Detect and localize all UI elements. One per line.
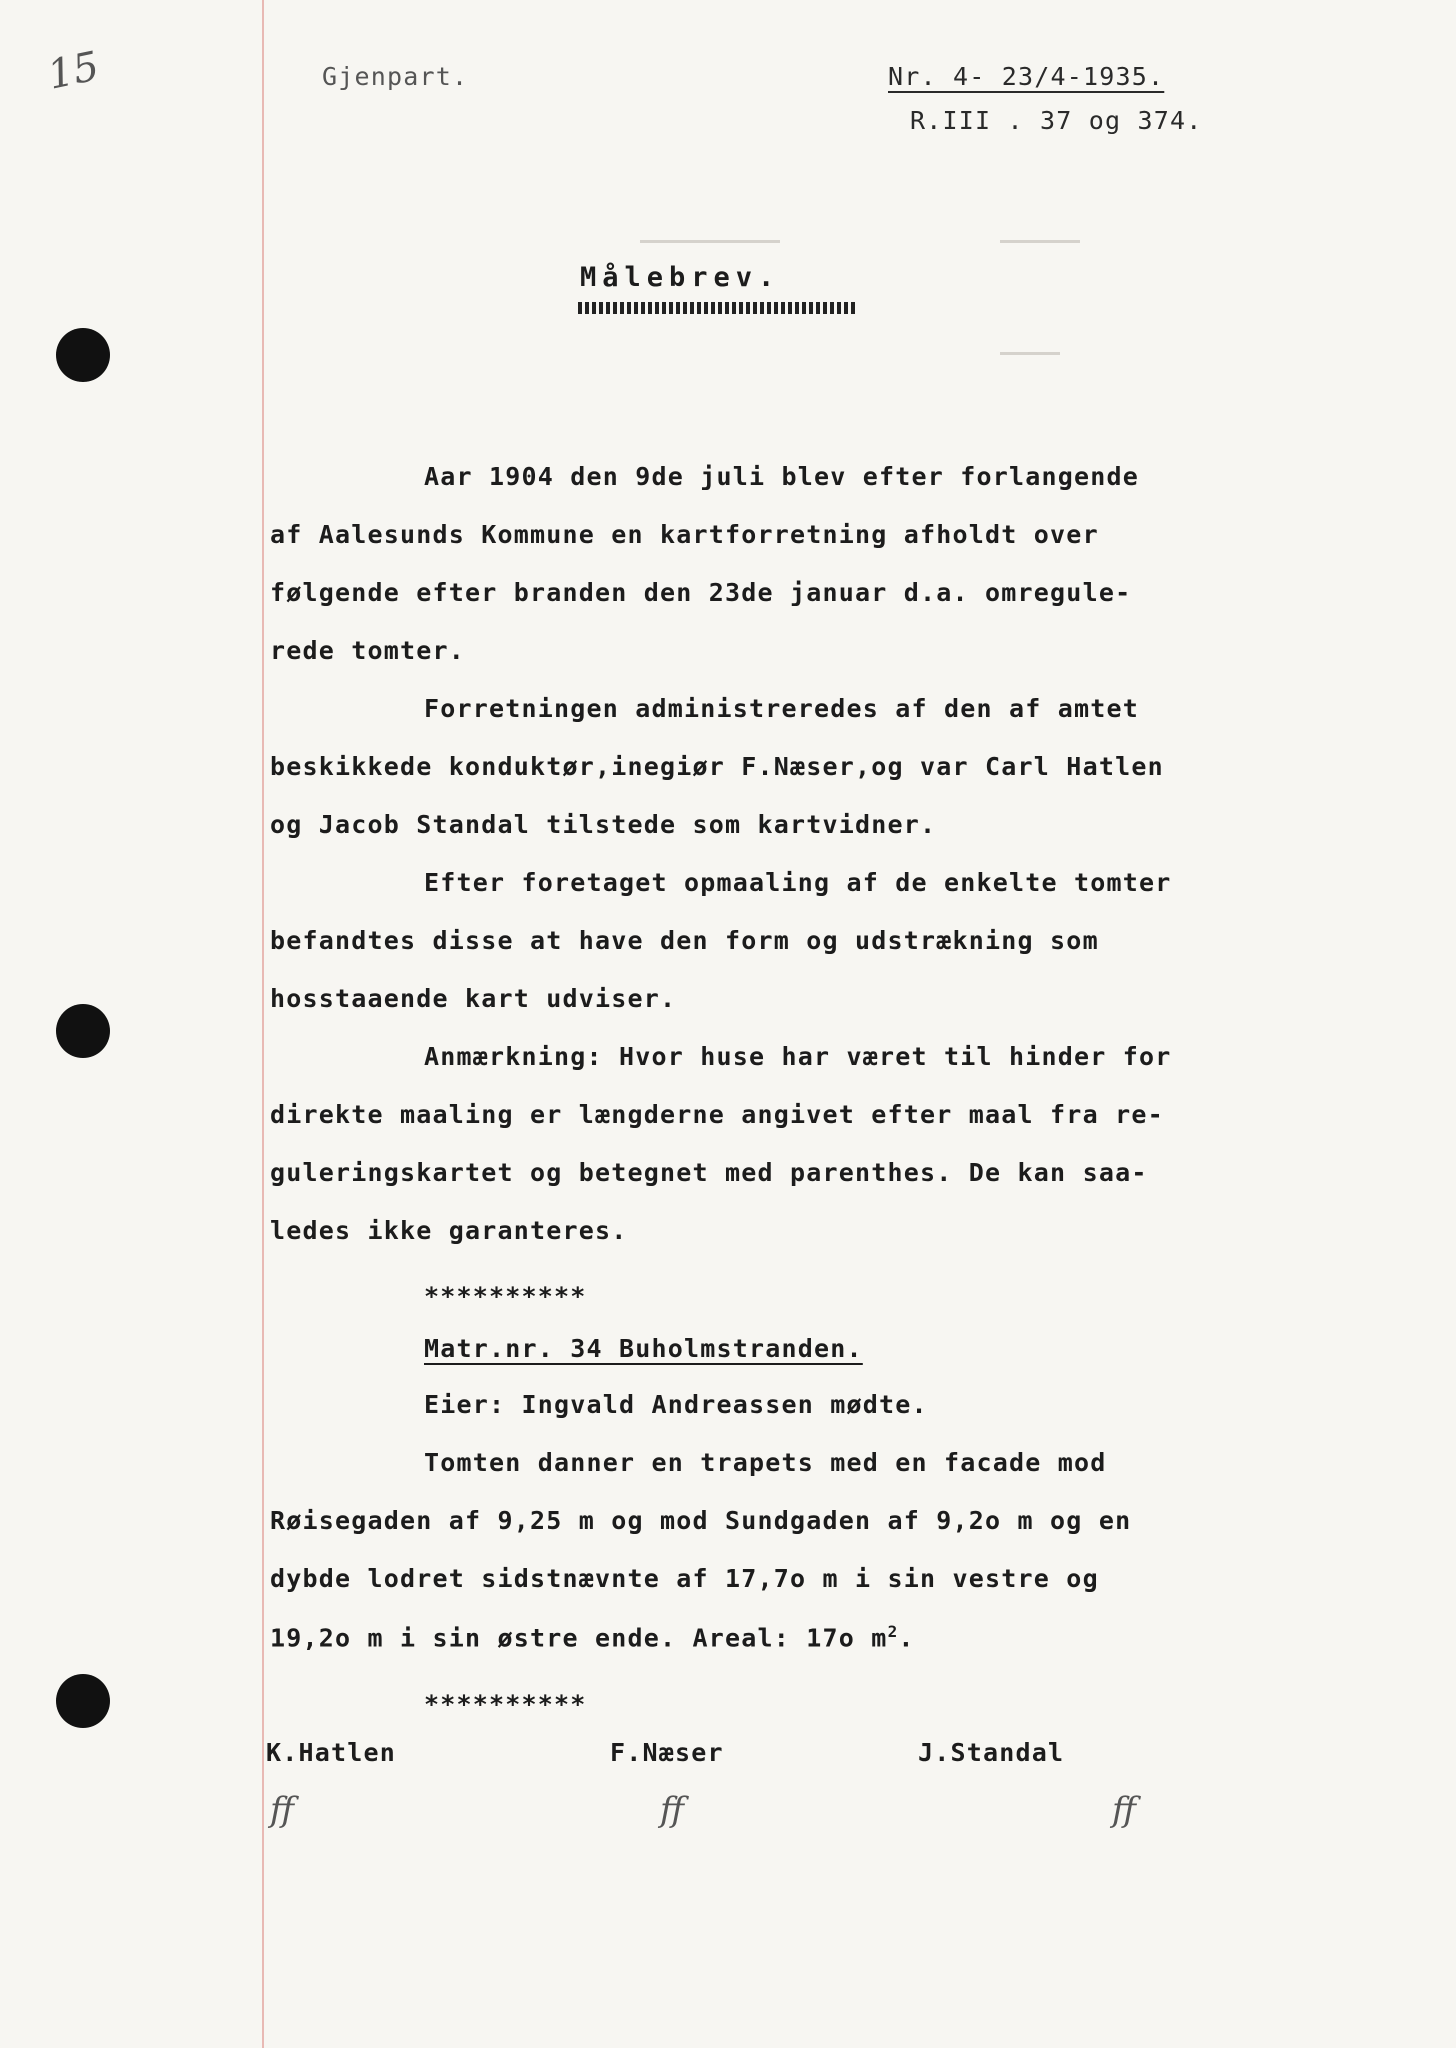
body-line: 19,2o m i sin østre ende. Areal: 17o m <box>270 1623 888 1653</box>
area-line <box>270 1622 915 1652</box>
reference-number: Nr. 4- 23/4-1935. <box>888 62 1165 91</box>
body-line: Anmærkning: Hvor huse har været til hinder for <box>424 1042 1172 1071</box>
body-line: Tomten danner en trapets med en facade mod <box>424 1448 1107 1477</box>
bleed-through <box>1000 240 1080 243</box>
document-title: Målebrev. <box>580 262 781 293</box>
signature-name: J.Standal <box>918 1738 1065 1767</box>
body-line: guleringskartet og betegnet med parenthes. De kan saa- <box>270 1158 1148 1187</box>
punch-hole-middle <box>56 1004 110 1058</box>
property-heading: Matr.nr. 34 Buholmstranden. <box>424 1334 863 1363</box>
owner-line: Eier: Ingvald Andreassen mødte. <box>424 1390 928 1419</box>
signature-mark: ff <box>1112 1790 1137 1830</box>
signature-mark: ff <box>270 1790 295 1830</box>
copy-label: Gjenpart. <box>322 62 469 91</box>
body-line: direkte maaling er længderne angivet efter maal fra re- <box>270 1100 1164 1129</box>
punch-hole-bottom <box>56 1674 110 1728</box>
body-line: dybde lodret sidstnævnte af 17,7o m i sin vestre og <box>270 1564 1099 1593</box>
margin-line <box>262 0 264 2048</box>
area-line-end: . <box>898 1623 915 1653</box>
body-line: Efter foretaget opmaaling af de enkelte tomter <box>424 868 1172 897</box>
register-reference: R.III . 37 og 374. <box>910 106 1203 135</box>
separator: ********** <box>424 1282 587 1311</box>
body-line: Aar 1904 den 9de juli blev efter forlangende <box>424 462 1140 491</box>
title-underline <box>578 302 856 314</box>
body-line: beskikkede konduktør,inegiør F.Næser,og var Carl Hatlen <box>270 752 1164 781</box>
separator: ********** <box>424 1690 587 1719</box>
body-line: og Jacob Standal tilstede som kartvidner. <box>270 810 937 839</box>
signature-name: K.Hatlen <box>266 1738 397 1767</box>
bleed-through <box>640 240 780 243</box>
body-line: Røisegaden af 9,25 m og mod Sundgaden af 9,2o m og en <box>270 1506 1132 1535</box>
signature-mark: ff <box>660 1790 685 1830</box>
area-exponent: 2 <box>887 1622 899 1641</box>
body-line: rede tomter. <box>270 636 466 665</box>
body-line: følgende efter branden den 23de januar d.a. omregule- <box>270 578 1132 607</box>
corner-handwritten-mark: 15 <box>43 43 104 99</box>
punch-hole-top <box>56 328 110 382</box>
body-line: Forretningen administreredes af den af amtet <box>424 694 1140 723</box>
signature-name: F.Næser <box>610 1738 724 1767</box>
bleed-through <box>1000 352 1060 355</box>
body-line: hosstaaende kart udviser. <box>270 984 677 1013</box>
body-line: ledes ikke garanteres. <box>270 1216 628 1245</box>
body-line: af Aalesunds Kommune en kartforretning afholdt over <box>270 520 1099 549</box>
body-line: befandtes disse at have den form og udstrækning som <box>270 926 1099 955</box>
